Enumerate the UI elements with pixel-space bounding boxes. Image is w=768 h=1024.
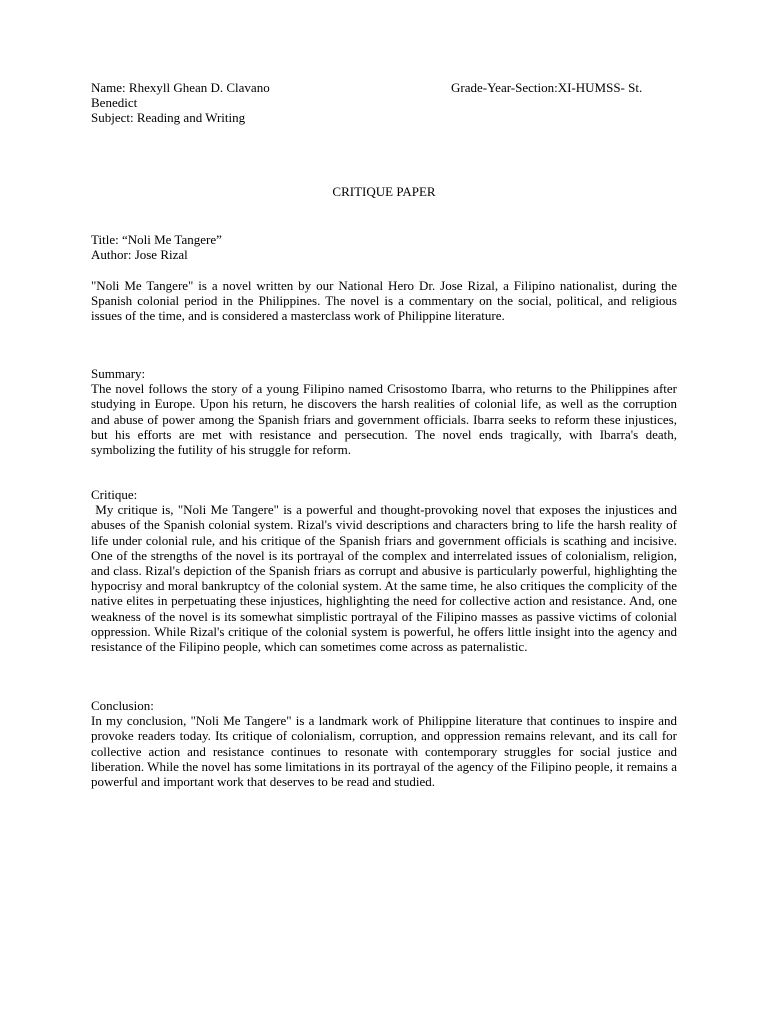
conclusion-paragraph: In my conclusion, "Noli Me Tangere" is a landmark work of Philippine literature that continues to inspire and provoke readers today. Its critique of colonialism, corruption, and oppression remains relevant, and its call for collective action and resistance continues to resonate with contemporary struggles for social justice and liberation. While the novel has some limitations in its portrayal of the agency of the Filipino people, it remains a powerful and important work that deserves to be read and studied. <box>91 713 677 790</box>
summary-heading: Summary: <box>91 366 146 381</box>
critique-paragraph: My critique is, "Noli Me Tangere" is a powerful and thought-provoking novel that exposes the injustices and abuses of the Spanish colonial system. Rizal's vivid descriptions and characters bring to life the harsh reality of life under colonial rule, and his critique of the Spanish friars and government officials is scathing and incisive. One of the strengths of the novel is its portrayal of the complex and interrelated issues of colonialism, religion, and class. Rizal's depiction of the Spanish friars as corrupt and abusive is particularly powerful, highlighting the hypocrisy and moral bankruptcy of the colonial system. At the same time, he also critiques the complicity of the native elites in perpetuating these injustices, highlighting the need for collective action and resistance. And, one weakness of the novel is its somewhat simplistic portrayal of the Filipino masses as passive victims of colonial oppression. While Rizal's critique of the colonial system is powerful, he offers little insight into the agency and resistance of the Filipino people, which can sometimes come across as paternalistic. <box>91 502 681 655</box>
conclusion-heading: Conclusion: <box>91 698 154 713</box>
critique-section <box>91 487 681 655</box>
grade-section: Grade-Year-Section:XI-HUMSS- St. <box>451 80 643 95</box>
work-author: Author: Jose Rizal <box>91 247 188 263</box>
critique-heading: Critique: <box>91 487 138 502</box>
header-continued <box>91 95 677 125</box>
summary-paragraph: The novel follows the story of a young Filipino named Crisostomo Ibarra, who returns to the Philippines after studying in Europe. Upon his return, he discovers the harsh realities of colonial life, as well as the corruption and abuse of power among the Spanish friars and government officials. Ibarra seeks to reform these injustices, but his efforts are met with resistance and persecution. The novel ends tragically, with Ibarra's death, symbolizing the futility of his struggle for reform. <box>91 381 677 458</box>
student-name: Name: Rhexyll Ghean D. Clavano <box>91 80 270 95</box>
intro-paragraph: "Noli Me Tangere" is a novel written by our National Hero Dr. Jose Rizal, a Filipino nationalist, during the Spanish colonial period in the Philippines. The novel is a commentary on the social, political, and religious issues of the time, and is considered a masterclass work of Philippine literature. <box>91 278 677 324</box>
subject-line: Subject: Reading and Writing <box>91 110 246 126</box>
page-title: CRITIQUE PAPER <box>332 184 436 199</box>
conclusion-section <box>91 698 677 789</box>
work-title: Title: “Noli Me Tangere” <box>91 232 222 247</box>
grade-section-continued: Benedict <box>91 95 138 110</box>
summary-section <box>91 366 677 457</box>
work-info <box>91 232 677 262</box>
